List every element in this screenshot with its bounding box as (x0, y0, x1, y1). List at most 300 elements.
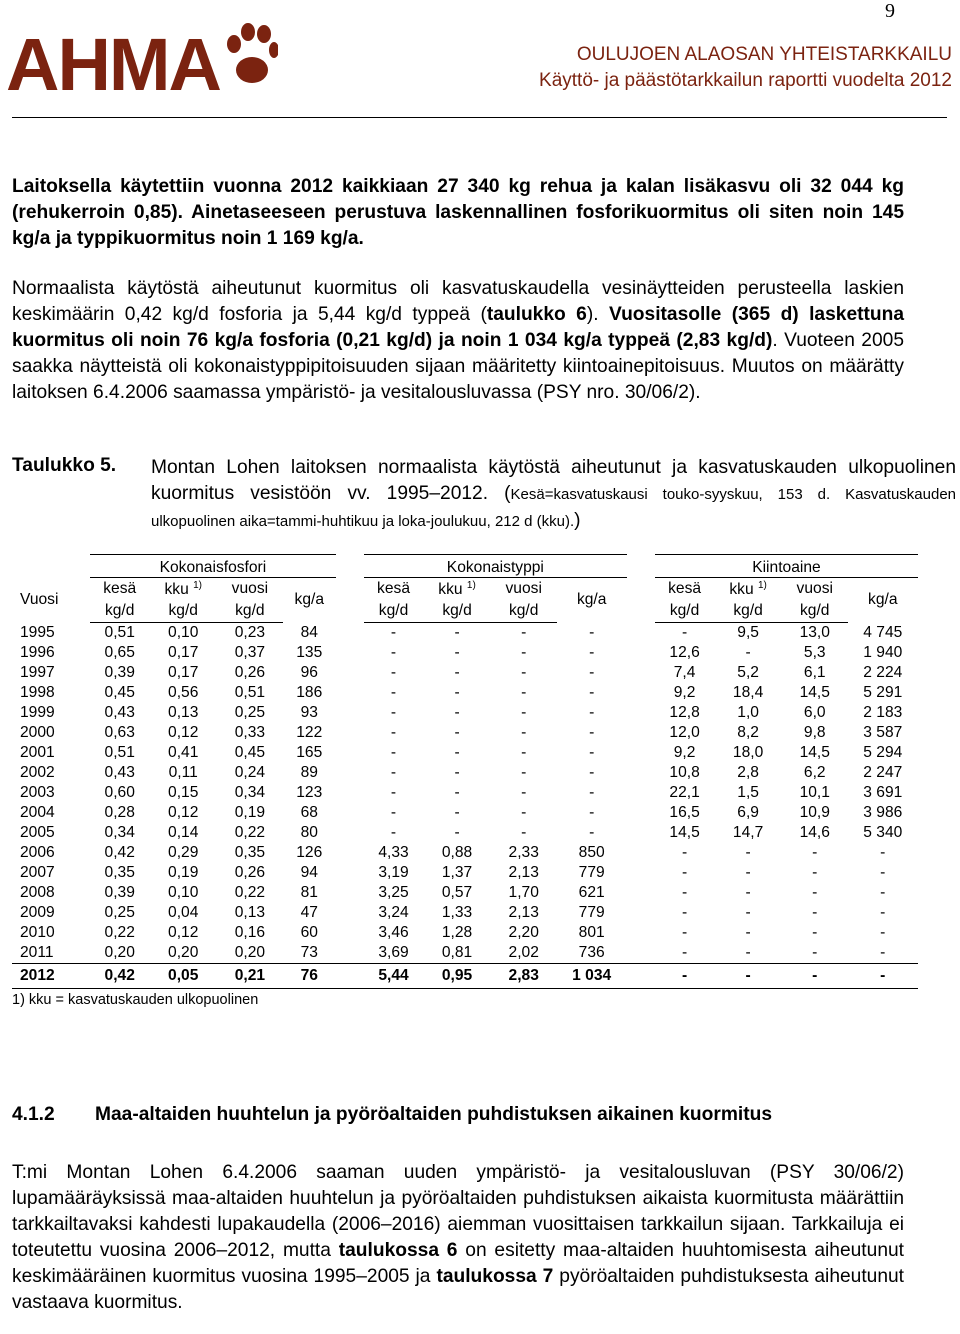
value-cell: 3,24 (378, 904, 409, 921)
value-cell: 12,0 (669, 724, 700, 741)
value-cell: - (390, 784, 397, 801)
value-cell: - (589, 724, 595, 741)
value-cell: - (521, 824, 527, 841)
value-cell: - (454, 664, 460, 681)
value-cell: 68 (300, 804, 318, 821)
value-cell: 10,8 (669, 764, 700, 781)
value-cell: 14,5 (669, 824, 700, 841)
value-cell: 93 (300, 704, 318, 721)
value-cell: 2 247 (863, 764, 903, 781)
value-cell: 73 (300, 944, 318, 961)
table-row (12, 763, 918, 783)
value-cell: - (681, 844, 688, 861)
value-cell: - (521, 684, 527, 701)
value-cell: - (454, 644, 460, 661)
value-cell: - (812, 844, 818, 861)
value-cell: - (454, 784, 460, 801)
value-cell: - (745, 944, 751, 961)
value-cell: 1,70 (508, 884, 539, 901)
value-cell: 0,88 (441, 844, 473, 861)
column-gap (336, 578, 364, 623)
column-gap (336, 703, 364, 723)
year-cell: 2002 (20, 764, 55, 781)
value-cell: 0,17 (168, 644, 199, 661)
value-cell: - (521, 804, 527, 821)
year-cell: 2011 (20, 944, 54, 961)
year-cell: 2007 (20, 864, 55, 881)
value-cell: - (880, 944, 886, 961)
value-cell: 0,23 (234, 624, 266, 641)
value-cell: 0,12 (168, 804, 199, 821)
value-cell: 9,5 (737, 624, 759, 641)
value-cell: - (521, 644, 527, 661)
value-cell: 0,13 (168, 704, 199, 721)
header-title: OULUJOEN ALAOSAN YHTEISTARKKAILU (576, 44, 952, 65)
value-cell: 3,46 (378, 924, 409, 941)
table-row (12, 943, 918, 964)
value-cell: - (454, 824, 460, 841)
table-row (12, 623, 918, 644)
value-cell: - (848, 964, 918, 989)
value-cell: - (880, 904, 886, 921)
value-cell: 5 340 (863, 824, 903, 841)
table-caption-label: Taulukko 5. (12, 455, 117, 476)
value-cell: 14,6 (799, 824, 830, 841)
value-cell: - (812, 884, 818, 901)
value-cell: - (521, 744, 527, 761)
table-row (12, 663, 918, 683)
column-unit: kg/d (90, 600, 149, 623)
year-cell: 2005 (20, 824, 55, 841)
value-cell: - (521, 704, 527, 721)
value-cell: 0,13 (234, 904, 266, 921)
table-row (12, 923, 918, 943)
value-cell: - (589, 824, 595, 841)
value-cell: 14,7 (732, 824, 764, 841)
value-cell: 5 294 (863, 744, 903, 761)
column-unit: kg/d (149, 600, 217, 623)
value-cell: 0,11 (168, 764, 198, 781)
value-cell: 6,1 (803, 664, 826, 681)
table-row (12, 803, 918, 823)
value-cell: 81 (300, 884, 318, 901)
value-cell: 0,14 (168, 824, 199, 841)
value-cell: - (812, 904, 818, 921)
year-cell: 2006 (20, 844, 55, 861)
value-cell: - (521, 664, 527, 681)
value-cell: 3,25 (378, 884, 409, 901)
value-cell: 0,65 (104, 644, 135, 661)
value-cell: 1 940 (863, 644, 903, 661)
value-cell: - (390, 724, 397, 741)
value-cell: 0,35 (104, 864, 135, 881)
table-row (12, 743, 918, 763)
value-cell: 122 (296, 724, 323, 741)
value-cell: 0,12 (168, 724, 199, 741)
value-cell: 0,20 (104, 944, 135, 961)
table-row (12, 723, 918, 743)
value-cell: - (589, 804, 595, 821)
column-gap (336, 663, 364, 683)
value-cell: 2,20 (508, 924, 539, 941)
value-cell: 5,2 (737, 664, 759, 681)
column-gap (627, 964, 655, 989)
column-gap (336, 623, 364, 644)
value-cell: 2,13 (508, 904, 539, 921)
load-table (12, 554, 918, 989)
value-cell: 0,25 (234, 704, 266, 721)
value-cell: 0,42 (90, 964, 149, 989)
value-cell: 10,9 (799, 804, 830, 821)
value-cell: - (390, 624, 397, 641)
value-cell: - (390, 824, 397, 841)
group-header-phosphorus: Kokonaisfosfori (90, 555, 336, 578)
value-cell: 0,43 (104, 764, 135, 781)
value-cell: 94 (300, 864, 318, 881)
year-cell: 1996 (20, 644, 55, 661)
value-cell: 165 (296, 744, 323, 761)
value-cell: 0,29 (168, 844, 199, 861)
table-caption-text: Montan Lohen laitoksen normaalista käytöstä aiheutunut ja kasvatuskauden ulkopuolinen kuormitus vesistöön vv. 1995–2012. (Kesä=kasvatuskausi touko-syyskuu, 153 d. Kasvatuskauden ulkopuolinen aika=tammi-huhtikuu ja loka-joulukuu, 212 d (kku).) (151, 457, 956, 531)
value-cell: 14,5 (799, 744, 830, 761)
value-cell: 18,0 (732, 744, 764, 761)
column-header-kga: kg/a (868, 591, 898, 609)
column-header: kku $^{1)}$ (164, 579, 202, 598)
column-gap (336, 643, 364, 663)
value-cell: 5,3 (803, 644, 826, 661)
value-cell: 0,26 (234, 664, 266, 681)
table-row (12, 643, 918, 663)
paragraph-load: Normaalista käytöstä aiheutunut kuormitus oli kasvatuskaudella vesinäytteiden perusteella laskien keskimäärin 0,42 kg/d fosforia ja 5,44 kg/d typpeä (taulukko 6). Vuositasolle (365 d) laskettuna kuormitus oli noin 76 kg/a fosforia (0,21 kg/d) ja noin 1 034 kg/a typpeä (2,83 kg/d). Vuoteen 2005 saakka näytteistä oli kokonaistyppipitoisuuden sijaan määritetty kiintoainepitoisuus. Muutos on määrätty laitoksen 6.4.2006 saamassa ympäristö- ja vesitalousluvassa (PSY nro. 30/06/2). (12, 278, 905, 403)
year-cell: 1999 (20, 704, 55, 721)
value-cell: 0,17 (168, 664, 199, 681)
value-cell: 779 (578, 864, 605, 881)
value-cell: 801 (578, 924, 605, 941)
value-cell: - (655, 964, 714, 989)
column-gap (336, 683, 364, 703)
value-cell: 0,04 (168, 904, 199, 921)
value-cell: 2,33 (508, 844, 539, 861)
value-cell: - (745, 924, 751, 941)
value-cell: - (589, 764, 595, 781)
value-cell: 123 (296, 784, 323, 801)
table-row (12, 683, 918, 703)
value-cell: 621 (578, 884, 605, 901)
value-cell: 2 224 (863, 664, 903, 681)
year-cell: 2001 (20, 744, 55, 761)
column-gap (627, 923, 655, 943)
table-row (12, 964, 918, 989)
value-cell: 3 587 (863, 724, 903, 741)
column-gap (627, 643, 655, 663)
column-gap (336, 743, 364, 763)
value-cell: 0,22 (234, 884, 266, 901)
value-cell: 0,16 (234, 924, 266, 941)
value-cell: - (390, 684, 397, 701)
column-header: vuosi (796, 580, 833, 597)
column-header: kku $^{1)}$ (438, 579, 476, 598)
column-gap (336, 903, 364, 923)
column-unit: kg/d (423, 600, 491, 623)
table-row (12, 863, 918, 883)
paragraph-flushing: T:mi Montan Lohen 6.4.2006 saaman uuden ympäristö- ja vesitalousluvan (PSY 30/06/2) lupamääräyksissä maa-altaiden huuhtelun ja pyöröaltaiden puhdistuksen aikaista kuormitusta määrättiin tarkkailtavaksi kahdesti lupakaudella (2006–2016) aiemman vuosittaisen tarkkailun sijaan. Tarkkailuja ei toteutettu vuosina 2006–2012, mutta taulukossa 6 on esitetty maa-altaiden huuhtomisesta aiheutunut keskimääräinen kuormitus vuosina 1995–2005 ja taulukossa 7 pyöröaltaiden puhdistuksesta aiheutunut vastaava kuormitus. (12, 1162, 905, 1313)
value-cell: - (880, 864, 886, 881)
value-cell: - (454, 764, 460, 781)
value-cell: 0,34 (104, 824, 135, 841)
value-cell: 1,37 (441, 864, 473, 881)
table-footnote: 1) kku = kasvatuskauden ulkopuolinen (12, 992, 259, 1008)
value-cell: 12,6 (669, 644, 700, 661)
value-cell: 89 (300, 764, 318, 781)
column-gap (627, 803, 655, 823)
value-cell: 76 (283, 964, 336, 989)
value-cell: 0,24 (234, 764, 266, 781)
value-cell: 186 (296, 684, 323, 701)
value-cell: 0,05 (149, 964, 217, 989)
value-cell: 2 183 (863, 704, 903, 721)
value-cell: 0,57 (441, 884, 473, 901)
value-cell: - (454, 704, 460, 721)
value-cell: - (782, 964, 848, 989)
value-cell: - (745, 904, 751, 921)
value-cell: 9,2 (673, 684, 696, 701)
column-header-kga: kg/a (576, 591, 607, 609)
value-cell: 0,19 (234, 804, 266, 821)
value-cell: 0,95 (423, 964, 491, 989)
value-cell: 9,2 (673, 744, 696, 761)
value-cell: - (390, 764, 397, 781)
value-cell: 0,41 (168, 744, 199, 761)
column-gap (336, 863, 364, 883)
value-cell: 3,69 (378, 944, 409, 961)
value-cell: 6,9 (737, 804, 759, 821)
value-cell: - (880, 884, 886, 901)
value-cell: 5,44 (364, 964, 423, 989)
value-cell: 5 291 (863, 684, 903, 701)
table-row (12, 783, 918, 803)
value-cell: 13,0 (799, 624, 830, 641)
ahma-logo (6, 18, 278, 98)
value-cell: 850 (578, 844, 605, 861)
value-cell: - (390, 664, 397, 681)
table-row (12, 843, 918, 863)
value-cell: - (390, 644, 397, 661)
column-gap (627, 883, 655, 903)
value-cell: - (390, 804, 397, 821)
value-cell: - (454, 624, 460, 641)
value-cell: 6,2 (803, 764, 826, 781)
footnote-marker: 1) (757, 579, 767, 591)
value-cell: 18,4 (732, 684, 764, 701)
value-cell: 0,35 (234, 844, 266, 861)
column-gap (336, 883, 364, 903)
group-header-nitrogen: Kokonaistyppi (364, 555, 627, 578)
table-row (12, 703, 918, 723)
value-cell: - (714, 964, 782, 989)
value-cell: 0,15 (168, 784, 199, 801)
column-gap (336, 763, 364, 783)
column-header: kesä (668, 580, 702, 597)
value-cell: - (589, 644, 595, 661)
value-cell: 0,45 (104, 684, 135, 701)
value-cell: 0,51 (104, 744, 135, 761)
value-cell: - (589, 704, 595, 721)
logo-text: AHMA (6, 23, 220, 98)
value-cell: - (681, 884, 688, 901)
column-gap (627, 723, 655, 743)
value-cell: - (454, 744, 460, 761)
column-unit: kg/d (217, 600, 283, 623)
column-gap (627, 578, 655, 623)
year-cell: 2000 (20, 724, 55, 741)
column-unit: kg/d (364, 600, 423, 623)
column-header-kga: kg/a (294, 591, 324, 609)
footnote-marker: 1) (193, 579, 202, 591)
value-cell: 22,1 (669, 784, 700, 801)
value-cell: 9,8 (803, 724, 826, 741)
value-cell: 126 (296, 844, 323, 861)
value-cell: 0,10 (168, 884, 199, 901)
page-number: 9 (885, 0, 895, 22)
value-cell: - (880, 924, 886, 941)
section-title: Maa-altaiden huuhtelun ja pyöröaltaiden puhdistuksen aikainen kuormitus (95, 1104, 772, 1125)
column-gap (627, 683, 655, 703)
column-gap (336, 843, 364, 863)
value-cell: 0,51 (104, 624, 135, 641)
value-cell: 2,02 (508, 944, 539, 961)
value-cell: 47 (300, 904, 318, 921)
paragraph-feed: Laitoksella käytettiin vuonna 2012 kaikkiaan 27 340 kg rehua ja kalan lisäkasvu oli 32 044 kg (rehukerroin 0,85). Ainetaseeseen perustuva laskennallinen fosforikuormitus oli siten noin 145 kg/a ja typpikuormitus noin 1 169 kg/a. (12, 176, 904, 249)
value-cell: 3,19 (378, 864, 409, 881)
column-gap (627, 623, 655, 644)
value-cell: - (880, 844, 886, 861)
value-cell: 0,63 (104, 724, 135, 741)
value-cell: - (521, 724, 527, 741)
value-cell: 0,33 (234, 724, 266, 741)
value-cell: - (589, 684, 595, 701)
value-cell: 0,81 (441, 944, 473, 961)
value-cell: 0,42 (104, 844, 135, 861)
value-cell: 1,33 (441, 904, 473, 921)
column-gap (627, 843, 655, 863)
column-header: kesä (377, 580, 410, 597)
value-cell: 1,0 (737, 704, 759, 721)
value-cell: - (589, 623, 595, 641)
value-cell: - (681, 904, 688, 921)
value-cell: 1 034 (557, 964, 627, 989)
value-cell: - (390, 704, 397, 721)
value-cell: - (521, 784, 527, 801)
value-cell: 2,8 (737, 764, 759, 781)
year-cell: 2003 (20, 784, 55, 801)
year-header: Vuosi (20, 591, 59, 608)
table-row (12, 883, 918, 903)
column-gap (336, 723, 364, 743)
table-row (12, 823, 918, 843)
value-cell: 10,1 (799, 784, 830, 801)
value-cell: 779 (578, 904, 605, 921)
value-cell: - (812, 924, 818, 941)
column-unit: kg/d (655, 600, 714, 623)
value-cell: - (521, 764, 527, 781)
column-gap (627, 743, 655, 763)
column-unit: kg/d (714, 600, 782, 623)
value-cell: - (454, 684, 460, 701)
column-gap (627, 663, 655, 683)
column-gap (336, 943, 364, 964)
value-cell: - (454, 804, 460, 821)
value-cell: 8,2 (737, 724, 759, 741)
value-cell: 1,28 (441, 924, 473, 941)
value-cell: 0,12 (168, 924, 199, 941)
year-cell: 2012 (12, 964, 90, 989)
value-cell: 1,5 (737, 784, 759, 801)
value-cell: 2,13 (508, 864, 539, 881)
value-cell: 2,83 (491, 964, 557, 989)
value-cell: 0,51 (234, 684, 266, 701)
value-cell: - (589, 664, 595, 681)
value-cell: 7,4 (673, 664, 696, 681)
column-header: kesä (103, 580, 137, 597)
table-row (12, 903, 918, 923)
value-cell: 0,45 (234, 744, 266, 761)
column-gap (336, 783, 364, 803)
value-cell: 0,22 (104, 924, 135, 941)
value-cell: 6,0 (803, 704, 826, 721)
value-cell: 0,60 (104, 784, 135, 801)
value-cell: 12,8 (669, 704, 700, 721)
column-gap (627, 763, 655, 783)
value-cell: 96 (300, 664, 318, 681)
value-cell: 0,20 (168, 944, 199, 961)
year-cell: 2004 (20, 804, 55, 821)
value-cell: 16,5 (669, 804, 700, 821)
header-subtitle: Käyttö- ja päästötarkkailun raportti vuodelta 2012 (539, 70, 952, 91)
column-gap (627, 863, 655, 883)
value-cell: 0,21 (217, 964, 283, 989)
value-cell: 736 (578, 944, 605, 961)
header-divider (12, 117, 947, 118)
value-cell: 0,34 (234, 784, 266, 801)
value-cell: 0,20 (234, 944, 266, 961)
column-header: vuosi (231, 580, 269, 597)
value-cell: 14,5 (799, 684, 830, 701)
year-cell: 1998 (20, 684, 55, 701)
value-cell: - (745, 884, 751, 901)
column-unit: kg/d (782, 600, 848, 623)
column-header: kku $^{1)}$ (729, 579, 767, 598)
value-cell: - (681, 624, 688, 641)
value-cell: 84 (300, 623, 318, 641)
value-cell: - (390, 744, 397, 761)
value-cell: 0,26 (234, 864, 266, 881)
group-header-solids: Kiintoaine (655, 555, 918, 578)
value-cell: 60 (300, 924, 318, 941)
column-unit: kg/d (491, 600, 557, 623)
column-header: vuosi (505, 580, 542, 597)
value-cell: 0,39 (104, 664, 135, 681)
value-cell: - (521, 624, 527, 641)
year-cell: 2009 (20, 904, 55, 921)
value-cell: 0,56 (168, 684, 199, 701)
value-cell: - (745, 864, 751, 881)
year-cell: 2010 (20, 924, 55, 941)
value-cell: - (681, 944, 688, 961)
value-cell: 0,10 (168, 624, 199, 641)
column-gap (627, 783, 655, 803)
value-cell: 4,33 (378, 844, 409, 861)
value-cell: 0,37 (234, 644, 266, 661)
